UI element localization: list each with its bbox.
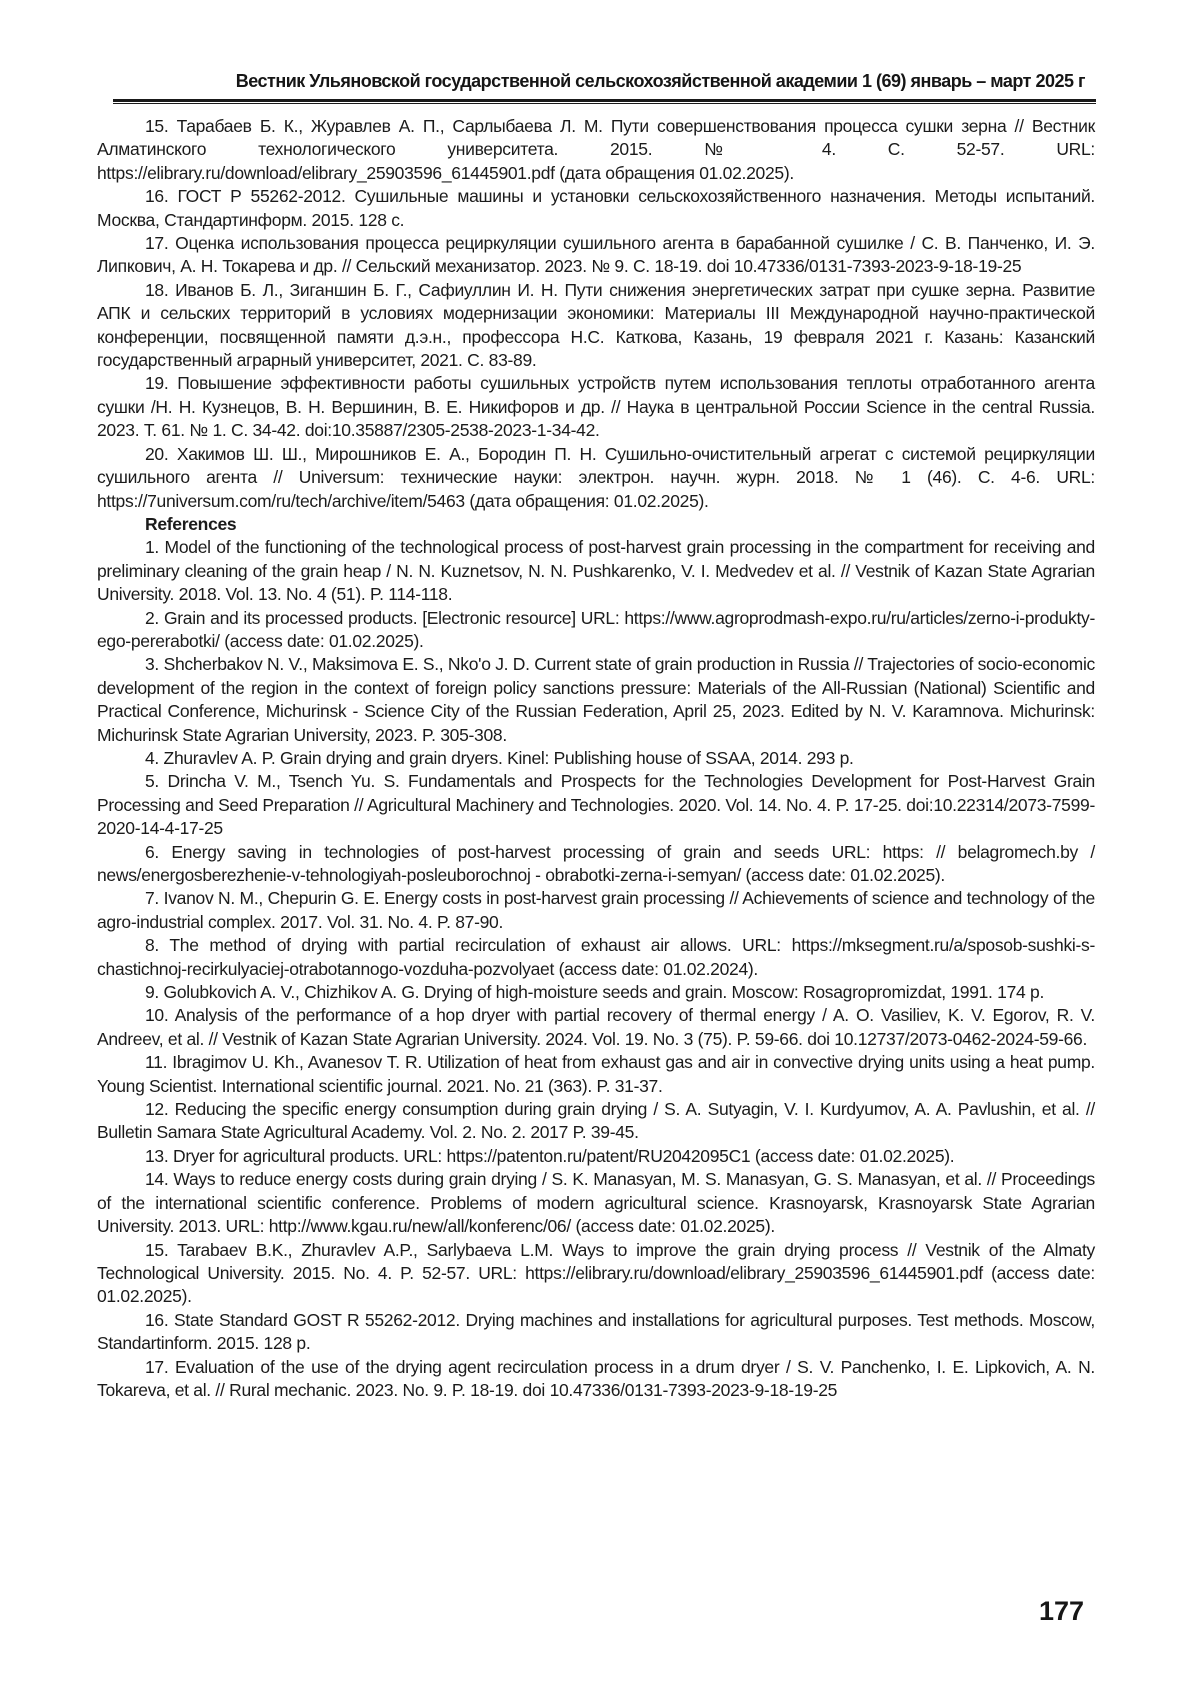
reference-item-ru-17: 17. Оценка использования процесса рециркуляции сушильного агента в барабанной сушилке / С. В. Панченко, И. Э. Липкович, А. Н. Токарева и др. // Сельский механизатор. 2023. № 9. С. 18-19. doi 10.47336/0131-7393-2023-9-18-19-25 xyxy=(97,233,1095,277)
reference-item-en-8: 8. The method of drying with partial recirculation of exhaust air allows. URL: https://mksegment.ru/a/sposob-sushki-s-chastichnoj-recirkulyaciej-otrabotannogo-vozduha-pozvolyaet (access date: 01.02.2024). xyxy=(97,935,1095,979)
reference-item-en-17: 17. Evaluation of the use of the drying agent recirculation process in a drum dryer / S. V. Panchenko, I. E. Lipkovich, A. N. Tokareva, et al. // Rural mechanic. 2023. No. 9. P. 18-19. doi 10.47336/0131-7393-2023-9-18-19-25 xyxy=(97,1356,1095,1400)
reference-item-en-11: 11. Ibragimov U. Kh., Avanesov T. R. Utilization of heat from exhaust gas and air in convective drying units using a heat pump. Young Scientist. International scientific journal. 2021. No. 21 (363). P. 31-37. xyxy=(97,1052,1095,1096)
reference-item-en-12: 12. Reducing the specific energy consumption during grain drying / S. A. Sutyagin, V. I. Kurdyumov, A. A. Pavlushin, et al. // Bulletin Samara State Agricultural Academy. Vol. 2. No. 2. 2017 P. 39-45. xyxy=(97,1099,1095,1143)
reference-item-ru-18: 18. Иванов Б. Л., Зиганшин Б. Г., Сафиуллин И. Н. Пути снижения энергетических затрат при сушке зерна. Развитие АПК и сельских территорий в условиях модернизации экономики: Материалы III Международной научно-практической конференции, посвященной памяти д.э.н., профессора Н.С. Каткова, Казань, 19 февраля 2021 г. Казань: Казанский государственный аграрный университет, 2021. С. 83-89. xyxy=(97,279,1095,371)
journal-title: Вестник Ульяновской государственной сельскохозяйственной академии 1 (69) январь – март 2025 г xyxy=(235,71,1085,91)
reference-item-ru-20: 20. Хакимов Ш. Ш., Мирошников Е. А., Бородин П. Н. Сушильно-очистительный агрегат с системой рециркуляции сушильного агента // Universum: технические науки: электрон. научн. журн. 2018. № 1 (46). С. 4-6. URL: https://7universum.com/ru/tech/archive/item/5463 (дата обращения: 01.02.2025). xyxy=(97,443,1095,511)
reference-item-ru-19: 19. Повышение эффективности работы сушильных устройств путем использования теплоты отработанного агента сушки /Н. Н. Кузнецов, В. Н. Вершинин, В. Е. Никифоров и др. // Наука в центральной России Science in the central Russia. 2023. Т. 61. № 1. С. 34-42. doi:10.35887/2305-2538-2023-1-34-42. xyxy=(97,373,1095,441)
reference-item-en-7: 7. Ivanov N. M., Chepurin G. E. Energy costs in post-harvest grain processing // Achievements of science and technology of the agro-industrial complex. 2017. Vol. 31. No. 4. P. 87-90. xyxy=(97,888,1095,932)
reference-item-en-6: 6. Energy saving in technologies of post-harvest processing of grain and seeds URL: https: // belagromech.by / news/energosberezhenie-v-tehnologiyah-posleuborochnoj - obrabotki-zerna-i-semyan/ (access date: 01.02.2025). xyxy=(97,841,1095,885)
reference-item-en-5: 5. Drincha V. M., Tsench Yu. S. Fundamentals and Prospects for the Technologies Development for Post-Harvest Grain Processing and Seed Preparation // Agricultural Machinery and Technologies. 2020. Vol. 14. No. 4. P. 17-25. doi:10.22314/2073-7599-2020-14-4-17-25 xyxy=(97,771,1095,839)
reference-item-ru-16: 16. ГОСТ Р 55262-2012. Сушильные машины и установки сельскохозяйственного назначения. Методы испытаний. Москва, Стандартинформ. 2015. 128 с. xyxy=(97,186,1095,230)
reference-item-en-13: 13. Dryer for agricultural products. URL: https://patenton.ru/patent/RU2042095C1 (access date: 01.02.2025). xyxy=(145,1145,955,1166)
reference-item-en-2: 2. Grain and its processed products. [Electronic resource] URL: https://www.agroprodmash-expo.ru/ru/articles/zerno-i-produkty-ego-pererabotki/ (access date: 01.02.2025). xyxy=(97,607,1095,651)
references-heading: References xyxy=(145,513,237,534)
reference-item-en-9: 9. Golubkovich A. V., Chizhikov A. G. Drying of high-moisture seeds and grain. Moscow: Rosagropromizdat, 1991. 174 p. xyxy=(145,982,1045,1003)
reference-item-en-10: 10. Analysis of the performance of a hop dryer with partial recovery of thermal energy / A. O. Vasiliev, K. V. Egorov, R. V. Andreev, et al. // Vestnik of Kazan State Agrarian University. 2024. Vol. 19. No. 3 (75). P. 59-66. doi 10.12737/2073-0462-2024-59-66. xyxy=(97,1005,1095,1049)
references-section xyxy=(97,115,1095,1402)
reference-item-en-15: 15. Tarabaev B.K., Zhuravlev A.P., Sarlybaeva L.M. Ways to improve the grain drying process // Vestnik of the Almaty Technological University. 2015. No. 4. P. 52-57. URL: https://elibrary.ru/download/elibrary_25903596_61445901.pdf (access date: 01.02.2025). xyxy=(97,1239,1095,1307)
reference-item-en-14: 14. Ways to reduce energy costs during grain drying / S. K. Manasyan, M. S. Manasyan, G. S. Manasyan, et al. // Proceedings of the international scientific conference. Problems of modern agricultural science. Krasnoyarsk, Krasnoyarsk State Agrarian University. 2013. URL: http://www.kgau.ru/new/all/konferenc/06/ (access date: 01.02.2025). xyxy=(97,1169,1095,1237)
header-rule xyxy=(113,99,1096,104)
reference-item-en-1: 1. Model of the functioning of the technological process of post-harvest grain processing in the compartment for receiving and preliminary cleaning of the grain heap / N. N. Kuznetsov, N. N. Pushkarenko, V. I. Medvedev et al. // Vestnik of Kazan State Agrarian University. 2018. Vol. 13. No. 4 (51). P. 114-118. xyxy=(97,537,1095,605)
reference-item-en-4: 4. Zhuravlev A. P. Grain drying and grain dryers. Kinel: Publishing house of SSAA, 2014. 293 p. xyxy=(145,747,854,768)
page-header xyxy=(97,0,1095,104)
page-number: 177 xyxy=(1038,1596,1084,1626)
reference-item-ru-15: 15. Тарабаев Б. К., Журавлев А. П., Сарлыбаева Л. М. Пути совершенствования процесса сушки зерна // Вестник Алматинского технологического университета. 2015. № 4. С. 52-57. URL: https://elibrary.ru/download/elibrary_25903596_61445901.pdf (дата обращения 01.02.2025). xyxy=(97,116,1095,183)
reference-item-en-16: 16. State Standard GOST R 55262-2012. Drying machines and installations for agricultural purposes. Test methods. Moscow, Standartinform. 2015. 128 p. xyxy=(97,1309,1095,1354)
reference-item-en-3: 3. Shcherbakov N. V., Maksimova E. S., Nko'o J. D. Current state of grain production in Russia // Trajectories of socio-economic development of the region in the context of foreign policy sanctions pressure: Materials of the All-Russian (National) Scientific and Practical Conference, Michurinsk - Science City of the Russian Federation, April 25, 2023. Edited by N. V. Karamnova. Michurinsk: Michurinsk State Agrarian University, 2023. P. 305-308. xyxy=(97,654,1095,745)
